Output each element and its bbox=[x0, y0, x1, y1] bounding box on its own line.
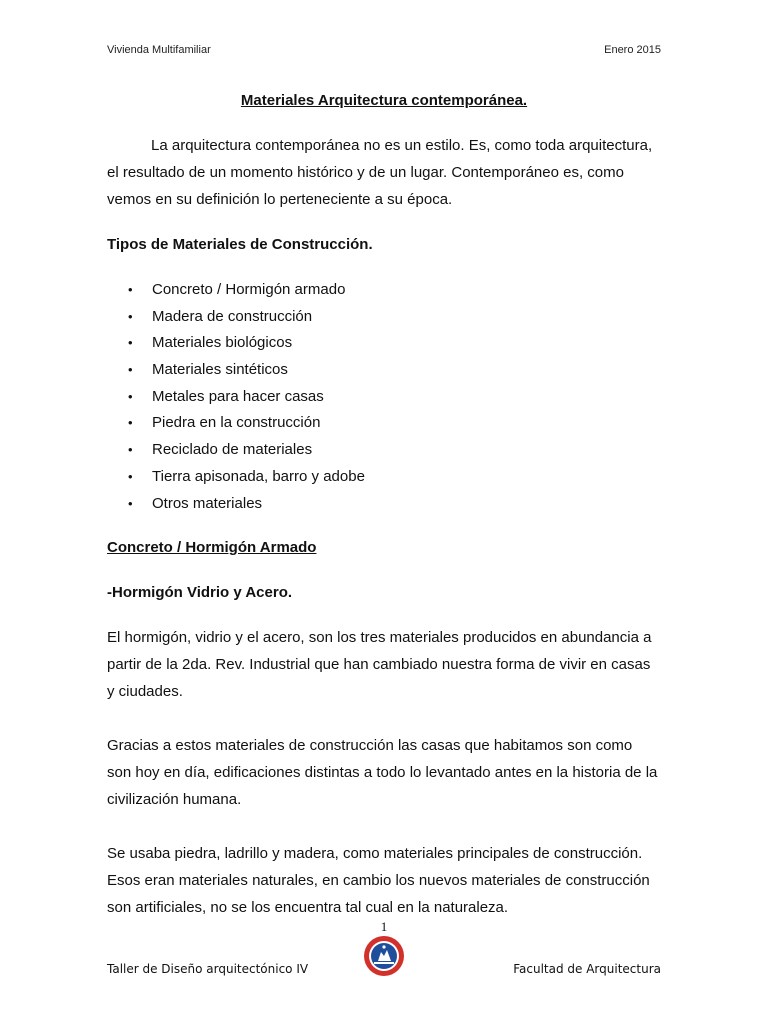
page-number: 1 bbox=[380, 919, 388, 934]
list-item-label: Otros materiales bbox=[152, 494, 263, 512]
paragraph-line: civilización humana. bbox=[107, 791, 242, 809]
types-heading: Tipos de Materiales de Construcción. bbox=[107, 236, 373, 253]
paragraph-line: Se usaba piedra, ladrillo y madera, como materiales principales de construcción. bbox=[107, 845, 643, 863]
header-left: Vivienda Multifamiliar bbox=[107, 44, 211, 56]
footer-left: Taller de Diseño arquitectónico IV bbox=[107, 962, 309, 976]
list-item-label: Reciclado de materiales bbox=[152, 441, 313, 459]
footer-right: Facultad de Arquitectura bbox=[513, 962, 661, 976]
list-item-label: Metales para hacer casas bbox=[152, 387, 324, 405]
bullet-icon: • bbox=[128, 415, 133, 431]
section-heading: Concreto / Hormigón Armado bbox=[107, 539, 317, 557]
bullet-icon: • bbox=[128, 335, 133, 351]
body-paragraph bbox=[107, 624, 663, 705]
list-item bbox=[107, 276, 663, 303]
faculty-seal-icon bbox=[363, 935, 405, 977]
bullet-icon: • bbox=[128, 468, 133, 484]
paragraph-line: Esos eran materiales naturales, en cambio los nuevos materiales de construcción bbox=[107, 872, 650, 890]
subheading: -Hormigón Vidrio y Acero. bbox=[107, 584, 293, 602]
paragraph-line: partir de la 2da. Rev. Industrial que han cambiado nuestra forma de vivir en casas bbox=[107, 656, 651, 674]
intro-line: el resultado de un momento histórico y de un lugar. Contemporáneo es, como bbox=[107, 164, 624, 181]
bullet-icon: • bbox=[128, 282, 133, 297]
list-item bbox=[107, 303, 663, 330]
paragraph-line: y ciudades. bbox=[107, 683, 183, 701]
page-header bbox=[107, 44, 661, 56]
body-paragraph bbox=[107, 732, 663, 813]
list-item bbox=[107, 409, 663, 436]
list-item bbox=[107, 356, 663, 383]
bullet-icon: • bbox=[128, 442, 133, 458]
body-paragraph bbox=[107, 840, 663, 921]
materials-list bbox=[107, 276, 663, 516]
intro-paragraph bbox=[107, 132, 663, 213]
list-item bbox=[107, 383, 663, 410]
list-item-label: Tierra apisonada, barro y adobe bbox=[152, 467, 365, 485]
bullet-icon: • bbox=[128, 495, 133, 511]
header-right: Enero 2015 bbox=[604, 44, 661, 56]
bullet-icon: • bbox=[128, 362, 133, 378]
list-item bbox=[107, 436, 663, 463]
document-body bbox=[107, 132, 663, 921]
paragraph-line: El hormigón, vidrio y el acero, son los tres materiales producidos en abundancia a bbox=[107, 629, 652, 647]
list-item-label: Materiales sintéticos bbox=[152, 361, 288, 379]
list-item-label: Madera de construcción bbox=[152, 307, 313, 325]
list-item-label: Piedra en la construcción bbox=[152, 414, 321, 432]
list-item bbox=[107, 329, 663, 356]
list-item-label: Materiales biológicos bbox=[152, 334, 293, 352]
bullet-icon: • bbox=[128, 388, 133, 404]
paragraph-line: Gracias a estos materiales de construcción las casas que habitamos son como bbox=[107, 737, 633, 755]
list-item-label: Concreto / Hormigón armado bbox=[152, 281, 346, 298]
paragraph-line: son hoy en día, edificaciones distintas a todo lo levantado antes en la historia de la bbox=[107, 764, 658, 782]
list-item bbox=[107, 490, 663, 517]
intro-line: vemos en su definición lo perteneciente a su época. bbox=[107, 191, 453, 208]
intro-line: La arquitectura contemporánea no es un estilo. Es, como toda arquitectura, bbox=[151, 137, 653, 154]
bullet-icon: • bbox=[128, 308, 133, 324]
paragraph-line: son artificiales, no se los encuentra tal cual en la naturaleza. bbox=[107, 899, 509, 917]
document-title: Materiales Arquitectura contemporánea. bbox=[240, 92, 528, 109]
list-item bbox=[107, 463, 663, 490]
